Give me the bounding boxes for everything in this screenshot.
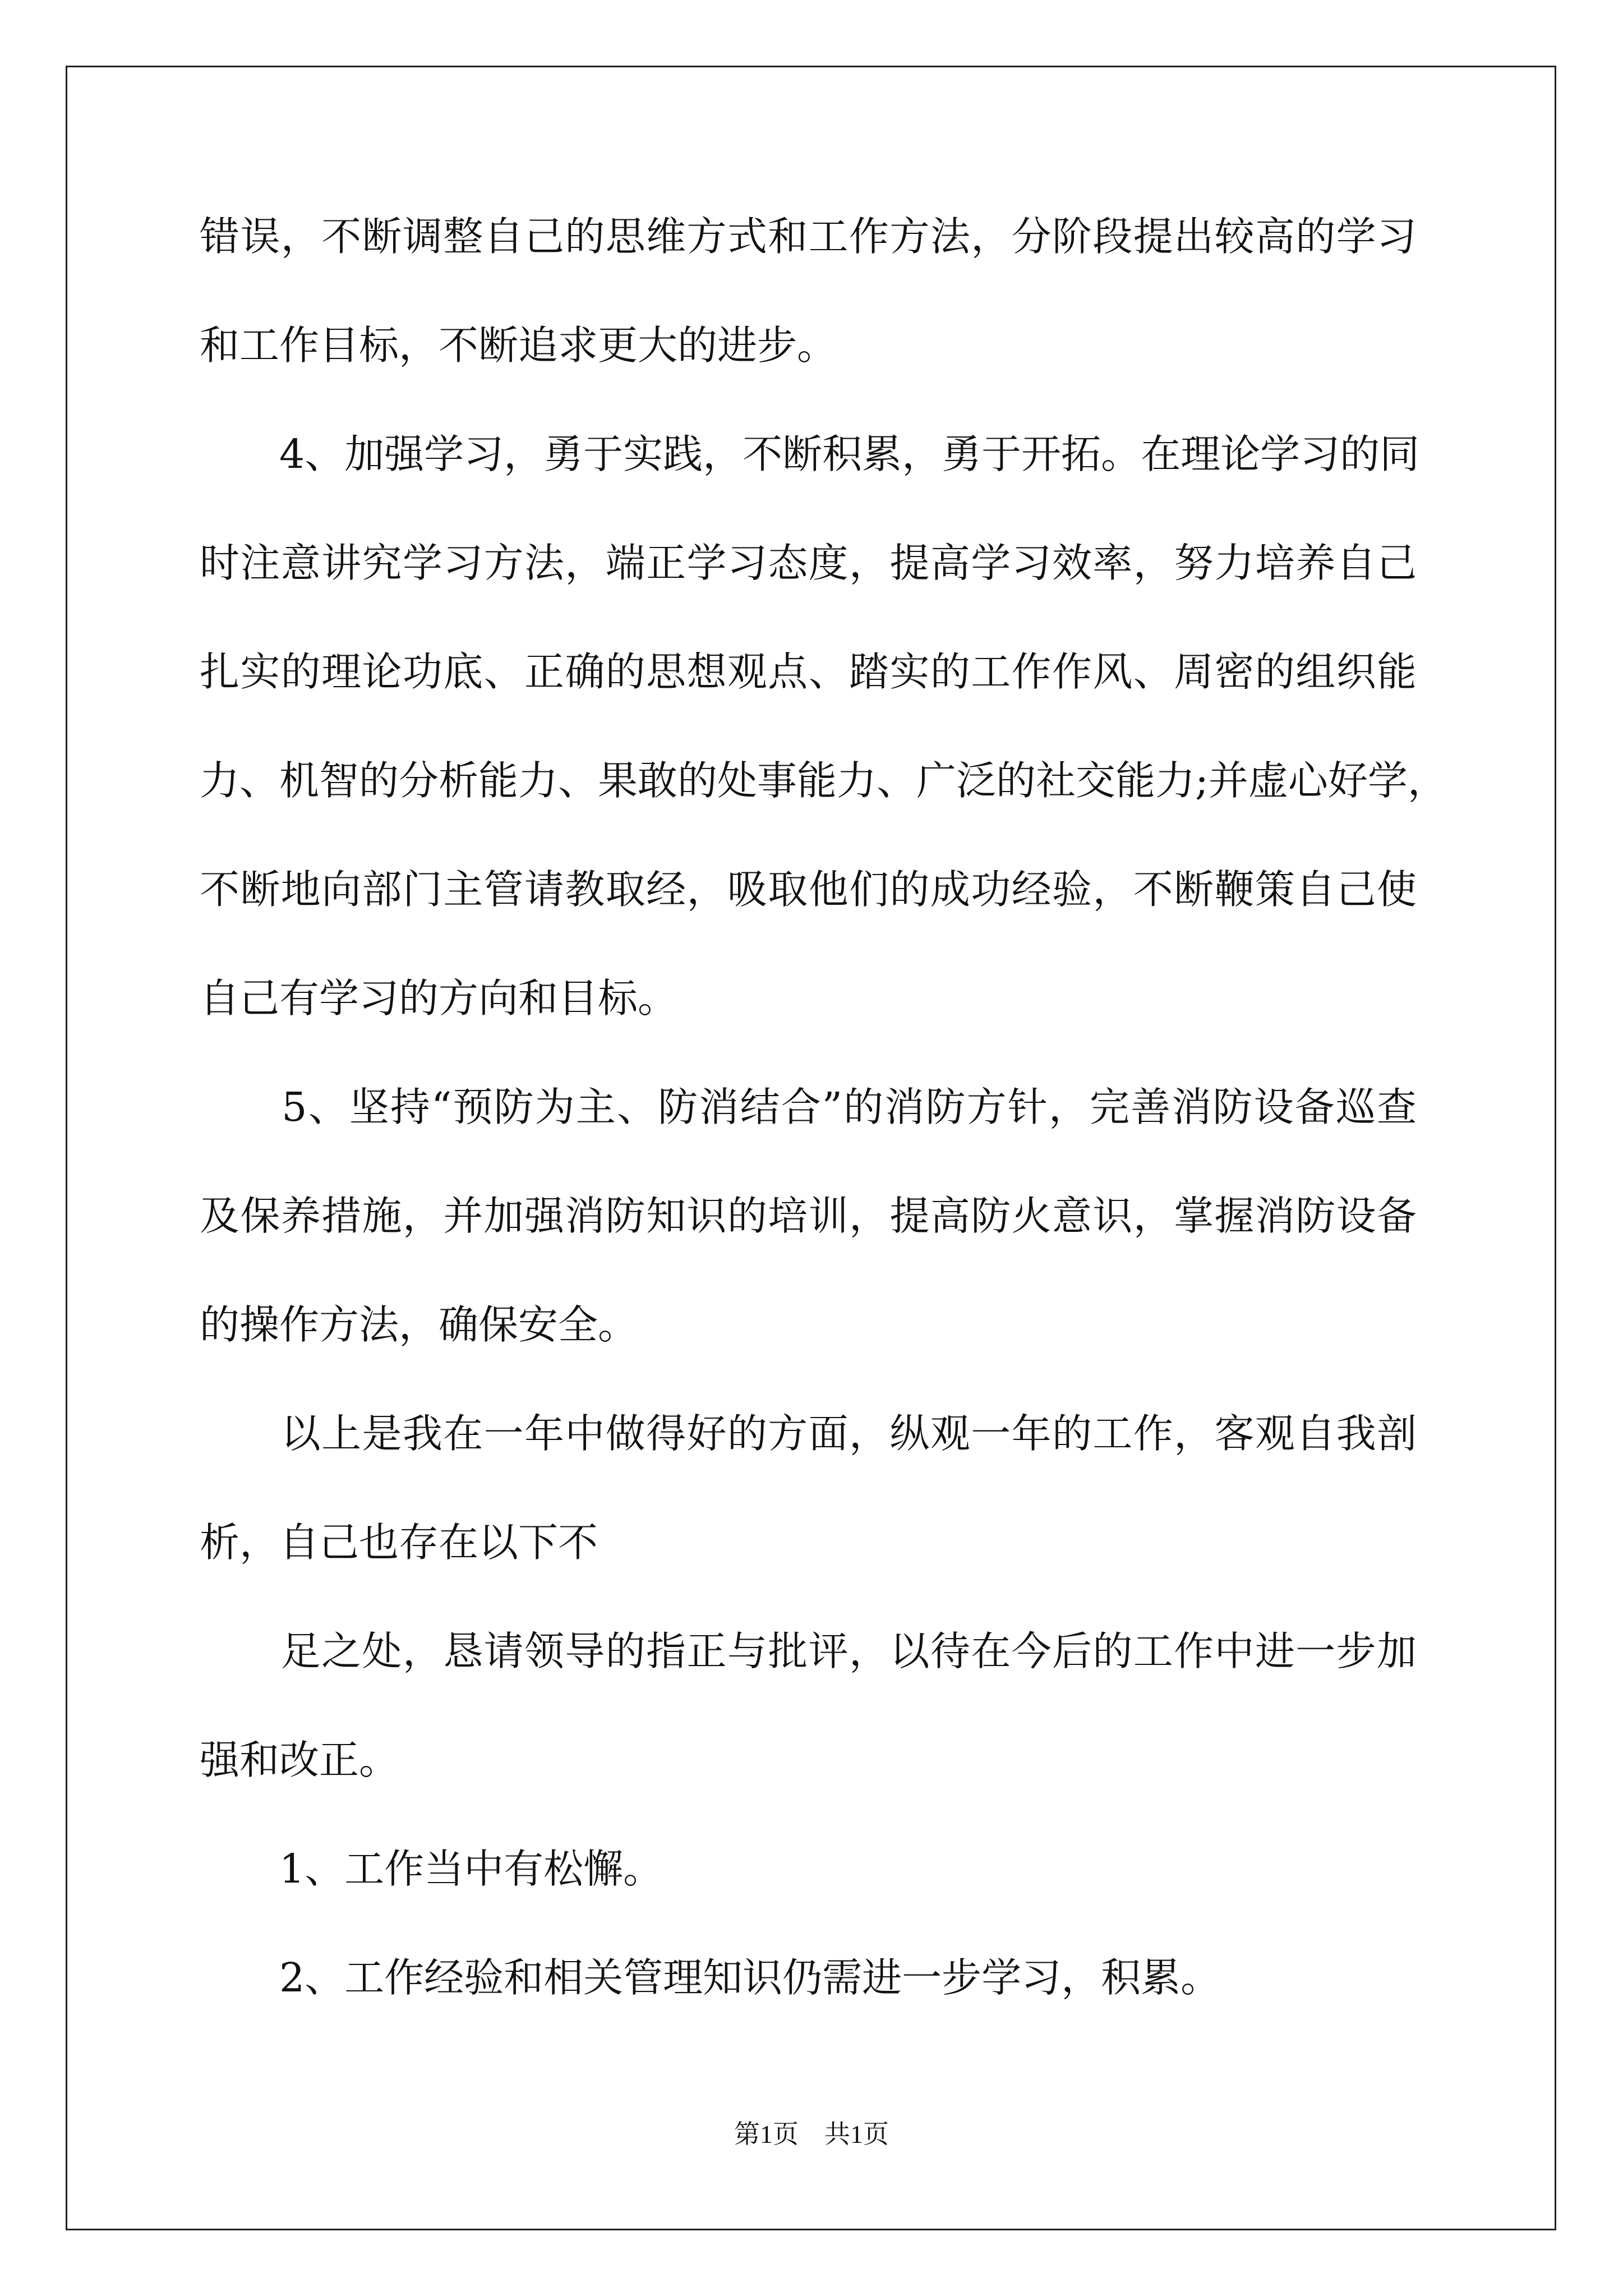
- text-line: 4、加强学习，勇于实践，不断积累，勇于开拓。在理论学习的同: [200, 431, 1420, 477]
- text-line: 5、坚持“预防为主、防消结合”的消防方针，完善消防设备巡查: [200, 1084, 1417, 1130]
- text-line: 强和改正。: [200, 1737, 399, 1783]
- text-line: 及保养措施，并加强消防知识的培训，提高防火意识，掌握消防设备: [200, 1193, 1417, 1239]
- page-footer: [0, 2118, 1623, 2151]
- text-line: 析，自己也存在以下不: [200, 1519, 598, 1566]
- text-line: 自己有学习的方向和目标。: [200, 975, 678, 1022]
- text-line: 足之处，恳请领导的指正与批评，以待在今后的工作中进一步加: [200, 1628, 1417, 1674]
- text-line: 不断地向部门主管请教取经，吸取他们的成功经验，不断鞭策自己使: [200, 866, 1417, 913]
- text-line: 错误，不断调整自己的思维方式和工作方法，分阶段提出较高的学习: [200, 213, 1417, 260]
- text-line: 1、工作当中有松懈。: [200, 1846, 663, 1892]
- page-border: [66, 66, 1556, 2230]
- text-line: 2、工作经验和相关管理知识仍需进一步学习，积累。: [200, 1954, 1221, 2001]
- text-line: 时注意讲究学习方法，端正学习态度，提高学习效率，努力培养自己: [200, 540, 1417, 586]
- page-number: 第1页 共1页: [734, 2120, 889, 2148]
- text-line: 和工作目标，不断追求更大的进步。: [200, 322, 837, 369]
- text-line: 的操作方法，确保安全。: [200, 1301, 638, 1348]
- text-line: 力、机智的分析能力、果敢的处事能力、广泛的社交能力;并虚心好学，: [200, 757, 1447, 804]
- text-line: 以上是我在一年中做得好的方面，纵观一年的工作，客观自我剖: [200, 1410, 1417, 1457]
- text-line: 扎实的理论功底、正确的思想观点、踏实的工作作风、周密的组织能: [200, 648, 1417, 695]
